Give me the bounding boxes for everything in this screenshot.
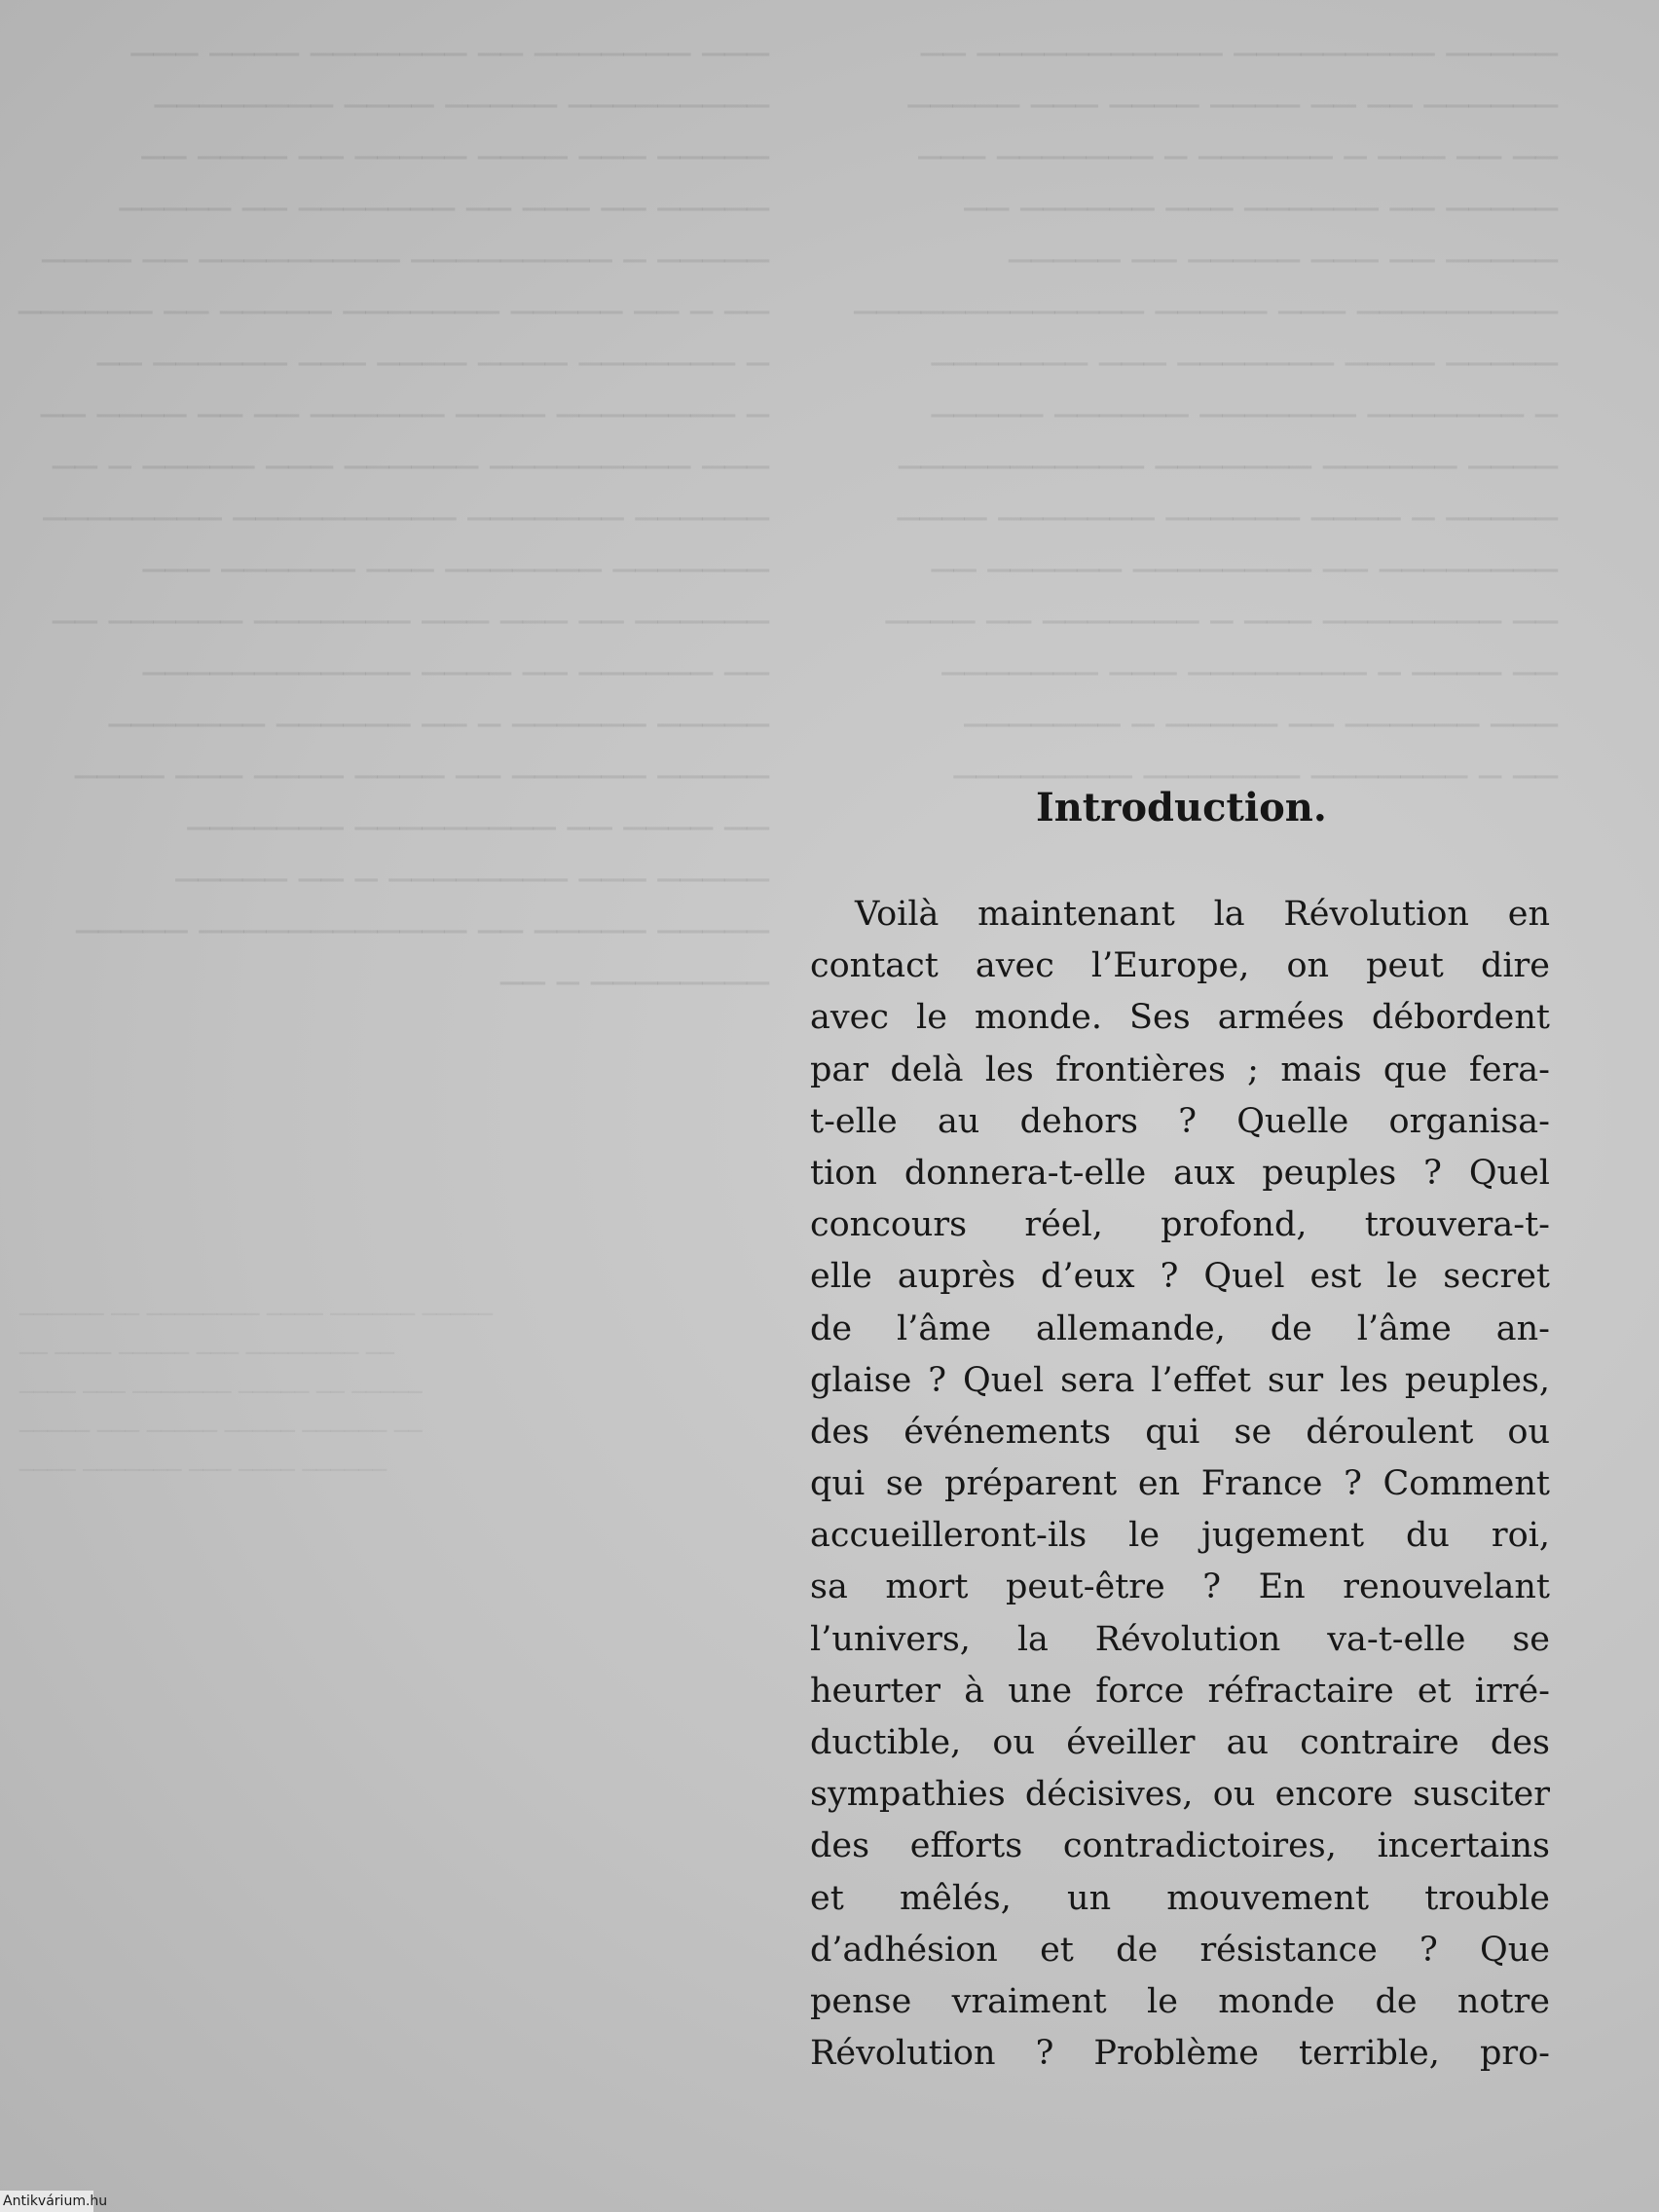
text-line: pense vraiment le monde de notre bbox=[810, 1981, 1550, 2021]
show-through-text-right: ── ─────────── ───────── ───── ───── ─── ──── ──── ── ── ────── ─── ─────── ─ ────── ─ ─── ── ── ── ────── ─── ────── ── ───── ───── ── ───── ─── ── ───── ───────────── ───── ─── ───────── ─────── ─── ─────── ──── ───── ───── ────── ─────── ─────── ─ ─────────── ─────── ────── ──── ──── ─────── ────── ──── ─ ───── ── ────── ──────── ── ──────── ──── ── ─────── ─ ─── ──────── ── ─────── ─── ──────── ─ ──── ── ─────── ─ ───── ── ────── ─── ──────── ─────── ─────── ─ ── bbox=[854, 33, 1558, 798]
text-line: Révolution ? Problème terrible, pro- bbox=[810, 2034, 1550, 2074]
text-line: avec le monde. Ses armées débordent bbox=[810, 998, 1550, 1038]
text-line: de l’âme allemande, de l’âme an- bbox=[810, 1309, 1550, 1348]
text-line: sympathies décisives, ou encore susciter bbox=[810, 1775, 1550, 1815]
text-line: Voilà maintenant la Révolution en bbox=[855, 895, 1550, 934]
show-through-text-lower: ────── ── ──────── ──── ────── ───── ── ──── ───── ─── ──────── ── ──── ─── ─────── ───── ── ───── ───── ─── ───── ───── ────── ── ──── ─────── ─── ──── ────── bbox=[19, 1301, 494, 1484]
body-paragraph bbox=[810, 889, 1550, 2080]
show-through-text-left: ─── ──── ─────── ── ─────── ─── ──────── ──── ───── ───────── ── ──── ── ───── ──── ─── ───── ───── ── ─────── ── ─── ── ───── ──── ── ───────── ───────── ─ ───── ────── ── ───── ─────── ───── ── ─ ── ── ────── ─── ──── ──── ─────── ─ ── ──── ── ── ────── ──── ──────── ─ ── ─ ───── ─── ────── ───────── ─── ──────── ────────── ─────── ────── ─── ────── ─── ─────── ─────── ── ────── ─────── ─── ─── ── ────── ──────────── ──── ── ────── ── ─────── ────── ── ─ ────── ───── ──── ─── ──── ──── ── ────── ───── ─────── ───────── ── ──── ── ───── ── ─ ──────── ─── ───── ───── ──────────── ── ───── ───── ── ─ ──────── bbox=[18, 33, 769, 1005]
text-line: qui se préparent en France ? Comment bbox=[810, 1464, 1550, 1504]
text-line: sa mort peut-être ? En renouvelant bbox=[810, 1567, 1550, 1607]
text-line: ductible, ou éveiller au contraire des bbox=[810, 1723, 1550, 1762]
text-line: des efforts contradictoires, incertains bbox=[810, 1826, 1550, 1866]
text-line: tion donnera-t-elle aux peuples ? Quel bbox=[810, 1153, 1550, 1193]
text-line: l’univers, la Révolution va-t-elle se bbox=[810, 1619, 1550, 1659]
text-line: des événements qui se déroulent ou bbox=[810, 1412, 1550, 1452]
text-line: glaise ? Quel sera l’effet sur les peuples, bbox=[810, 1360, 1550, 1400]
text-line: elle auprès d’eux ? Quel est le secret bbox=[810, 1257, 1550, 1297]
text-line: et mêlés, un mouvement trouble bbox=[810, 1878, 1550, 1918]
text-line: d’adhésion et de résistance ? Que bbox=[810, 1930, 1550, 1970]
text-line: par delà les frontières ; mais que fera- bbox=[810, 1050, 1550, 1089]
text-line: accueilleront-ils le jugement du roi, bbox=[810, 1516, 1550, 1556]
text-line: t-elle au dehors ? Quelle organisa- bbox=[810, 1101, 1550, 1141]
watermark: Antikvárium.hu bbox=[0, 2191, 93, 2212]
text-line: heurter à une force réfractaire et irré- bbox=[810, 1671, 1550, 1711]
text-line: contact avec l’Europe, on peut dire bbox=[810, 946, 1550, 986]
chapter-heading: Introduction. bbox=[1036, 785, 1327, 830]
text-line: concours réel, profond, trouvera-t- bbox=[810, 1205, 1550, 1245]
